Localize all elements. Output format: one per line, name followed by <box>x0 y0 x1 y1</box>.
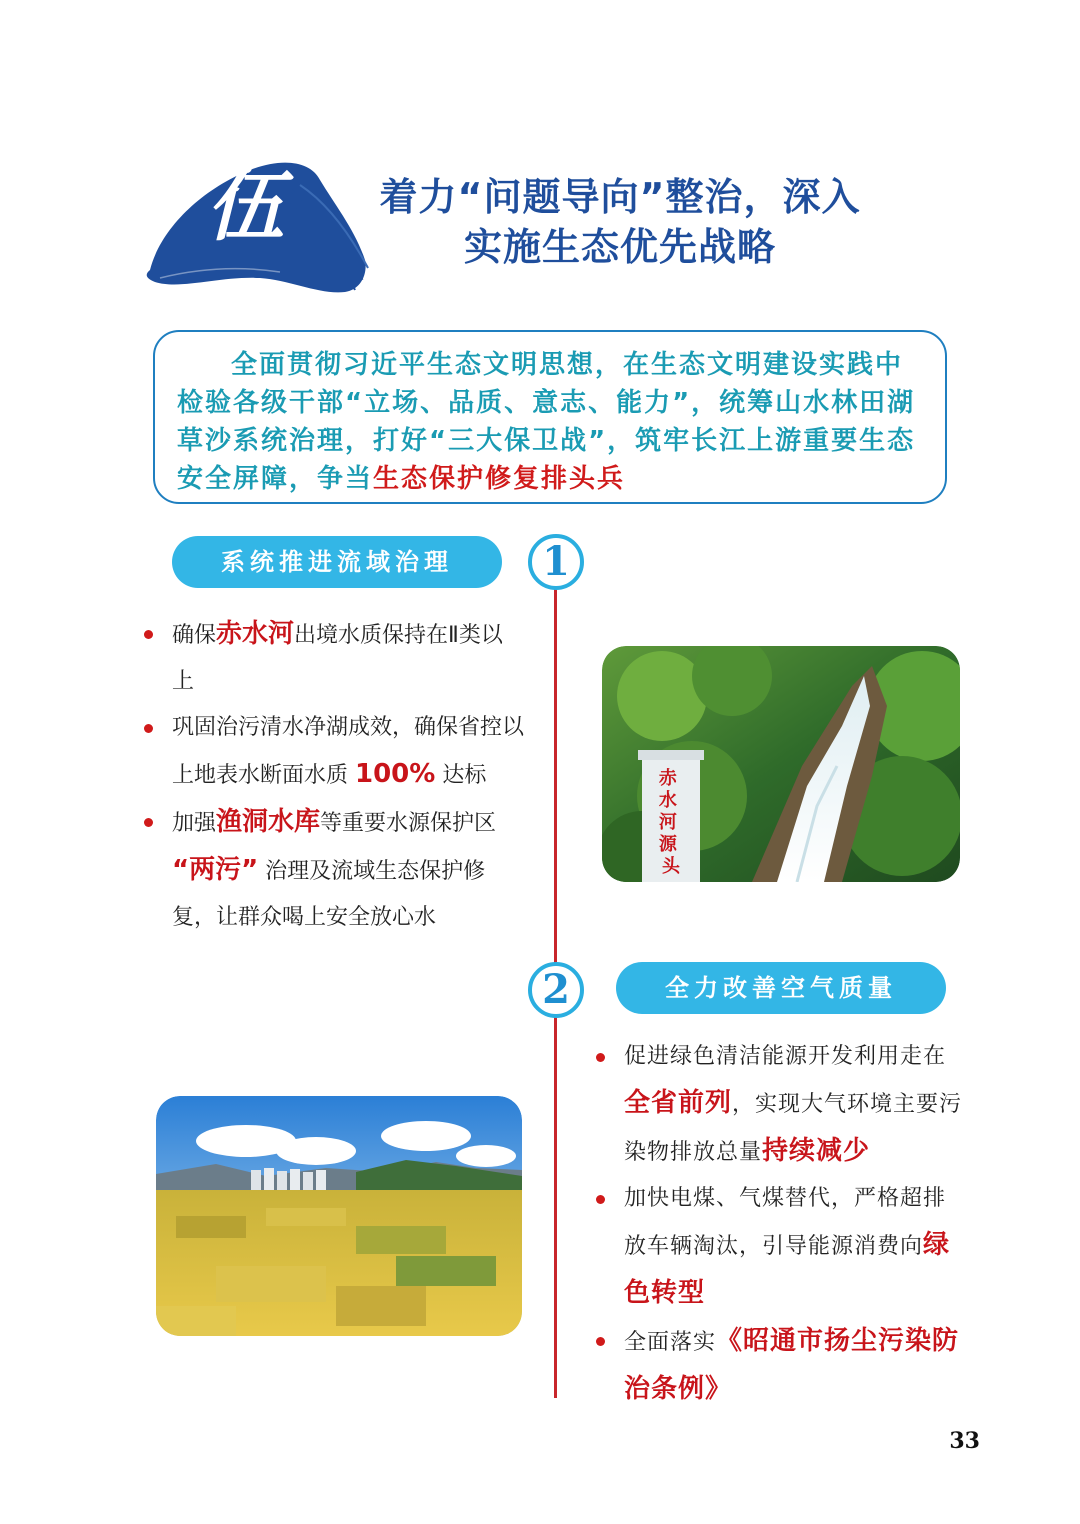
section-1-number: 1 <box>528 534 584 590</box>
highlight-text: 《昭通市扬尘污染防治条例》 <box>624 1326 960 1404</box>
section-1-title: 系统推进流域治理 <box>172 536 502 588</box>
section-2-list <box>596 1034 966 1414</box>
bullet-dot <box>596 1053 605 1062</box>
bullet-dot <box>596 1195 605 1204</box>
highlight-text: 绿色转型 <box>624 1230 951 1308</box>
waterfall-photo <box>602 646 960 882</box>
list-item: 巩固治污清水净湖成效，确保省控以上地表水断面水质 100% 达标 <box>144 705 524 799</box>
highlight-text: “两污” <box>172 855 259 885</box>
title-line-2: 实施生态优先战略 <box>463 225 776 269</box>
section-1-list <box>144 611 524 941</box>
list-item: 加强渔洞水库等重要水源保护区 “两污” 治理及流域生态保护修复，让群众喝上安全放心水 <box>144 799 524 941</box>
bullet-dot <box>596 1337 605 1346</box>
summary-text: 全面贯彻习近平生态文明思想，在生态文明建设实践中检验各级干部“立场、品质、意志、能力”，统筹山水林田湖草沙系统治理，打好“三大保卫战”，筑牢长江上游重要生态安全屏障，争当 <box>177 350 916 494</box>
summary-box <box>153 330 947 504</box>
farmland-photo <box>156 1096 522 1336</box>
list-item: 加快电煤、气煤替代，严格超排放车辆淘汰，引导能源消费向绿色转型 <box>596 1176 966 1318</box>
highlight-text: 渔洞水库 <box>216 807 321 837</box>
bullet-dot <box>144 818 153 827</box>
list-item: 促进绿色清洁能源开发利用走在全省前列，实现大气环境主要污染物排放总量持续减少 <box>596 1034 966 1176</box>
highlight-text: 全省前列 <box>624 1088 733 1118</box>
section-2-title: 全力改善空气质量 <box>616 962 946 1014</box>
highlight-text: 赤水河 <box>216 619 295 649</box>
section-2-number: 2 <box>528 962 584 1018</box>
summary-highlight: 生态保护修复排头兵 <box>373 464 626 494</box>
stele-inscription: 赤 水 河 源 头 <box>658 768 680 877</box>
page-number: 33 <box>949 1428 980 1454</box>
list-item: 确保赤水河出境水质保持在Ⅱ类以上 <box>144 611 524 705</box>
highlight-text: 100% <box>355 759 436 789</box>
page-title <box>340 172 900 272</box>
section-number-character: 伍 <box>205 161 284 252</box>
list-item: 全面落实《昭通市扬尘污染防治条例》 <box>596 1318 966 1414</box>
bullet-dot <box>144 630 153 639</box>
highlight-text: 持续减少 <box>762 1136 871 1166</box>
bullet-dot <box>144 724 153 733</box>
title-line-1: 着力“问题导向”整治，深入 <box>379 175 861 219</box>
